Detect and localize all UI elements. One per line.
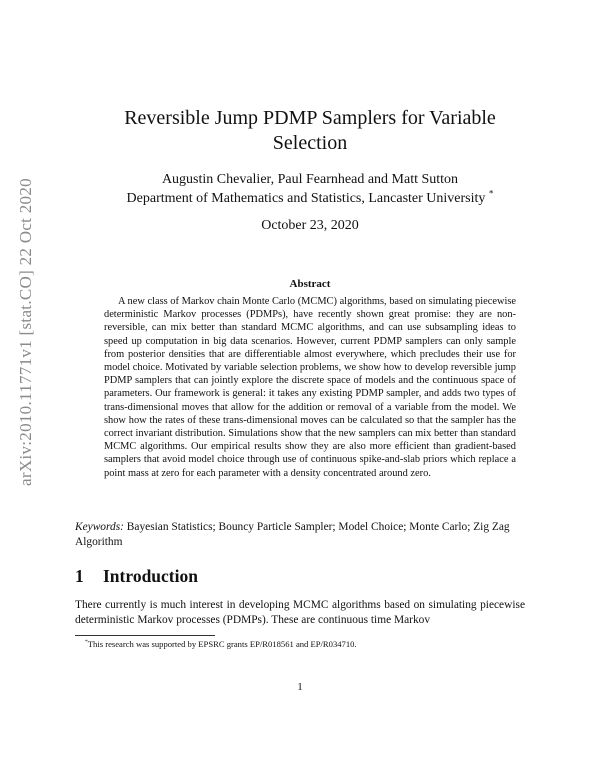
footnote-divider [75,635,215,636]
section-title: Introduction [103,566,198,586]
abstract-heading: Abstract [289,278,331,290]
section-number: 1 [75,566,84,586]
keywords-text: Bayesian Statistics; Bouncy Particle Sampler; Model Choice; Monte Carlo; Zig Zag Algorithm [75,521,510,548]
section-heading [75,566,198,587]
footnote-mark: * [85,639,88,646]
author-block [80,170,540,208]
footnote-text: This research was supported by EPSRC grants EP/R018561 and EP/R034710. [87,639,357,649]
title-line-1: Reversible Jump PDMP Samplers for Variable [124,107,496,129]
author-affiliation [80,189,540,208]
title-line-2: Selection [272,132,348,154]
affiliation-text: Department of Mathematics and Statistics, Lancaster University [126,191,486,206]
keywords [75,520,525,550]
affiliation-footnote-mark: * [488,188,494,199]
arxiv-identifier-text: arXiv:2010.11771v1 [stat.CO] 22 Oct 2020 [16,178,36,486]
arxiv-identifier-stamp [6,82,46,582]
abstract-text: A new class of Markov chain Monte Carlo (MCMC) algorithms, based on simulating piecewise deterministic Markov processes (PDMPs), have recently shown great promise: they are non-reversible, can mix better than standard MCMC algorithms, and can use subsampling ideas to speed up computation in big data scenarios. However, current PDMP samplers can only sample from posterior densities that are differentiable almost everywhere, which precludes their use for model choice. Motivated by variable selection problems, we show how to develop reversible jump PDMP samplers that can jointly explore the discrete space of models and the continuous space of parameters. Our framework is general: it takes any existing PDMP sampler, and adds two types of trans-dimensional moves that allow for the addition or removal of a variable from the model. We show how the rates of these trans-dimensional moves can be calculated so that the sampler has the correct invariant distribution. Simulations show that the new samplers can mix better than standard MCMC algorithms. Our empirical results show they are also more efficient than gradient-based samplers that avoid model choice through use of continuous spike-and-slab priors which replace a point mass at zero for each parameter with a density concentrated around zero. [104,296,516,479]
footnote [85,639,357,649]
paper-title [80,106,540,156]
page-number: 1 [297,681,303,693]
introduction-paragraph: There currently is much interest in developing MCMC algorithms based on simulating piecewise deterministic Markov processes (PDMPs). These are continuous time Markov [75,599,525,626]
paper-date: October 23, 2020 [261,218,359,233]
keywords-label: Keywords: [75,521,124,533]
author-names: Augustin Chevalier, Paul Fearnhead and Matt Sutton [161,172,459,187]
